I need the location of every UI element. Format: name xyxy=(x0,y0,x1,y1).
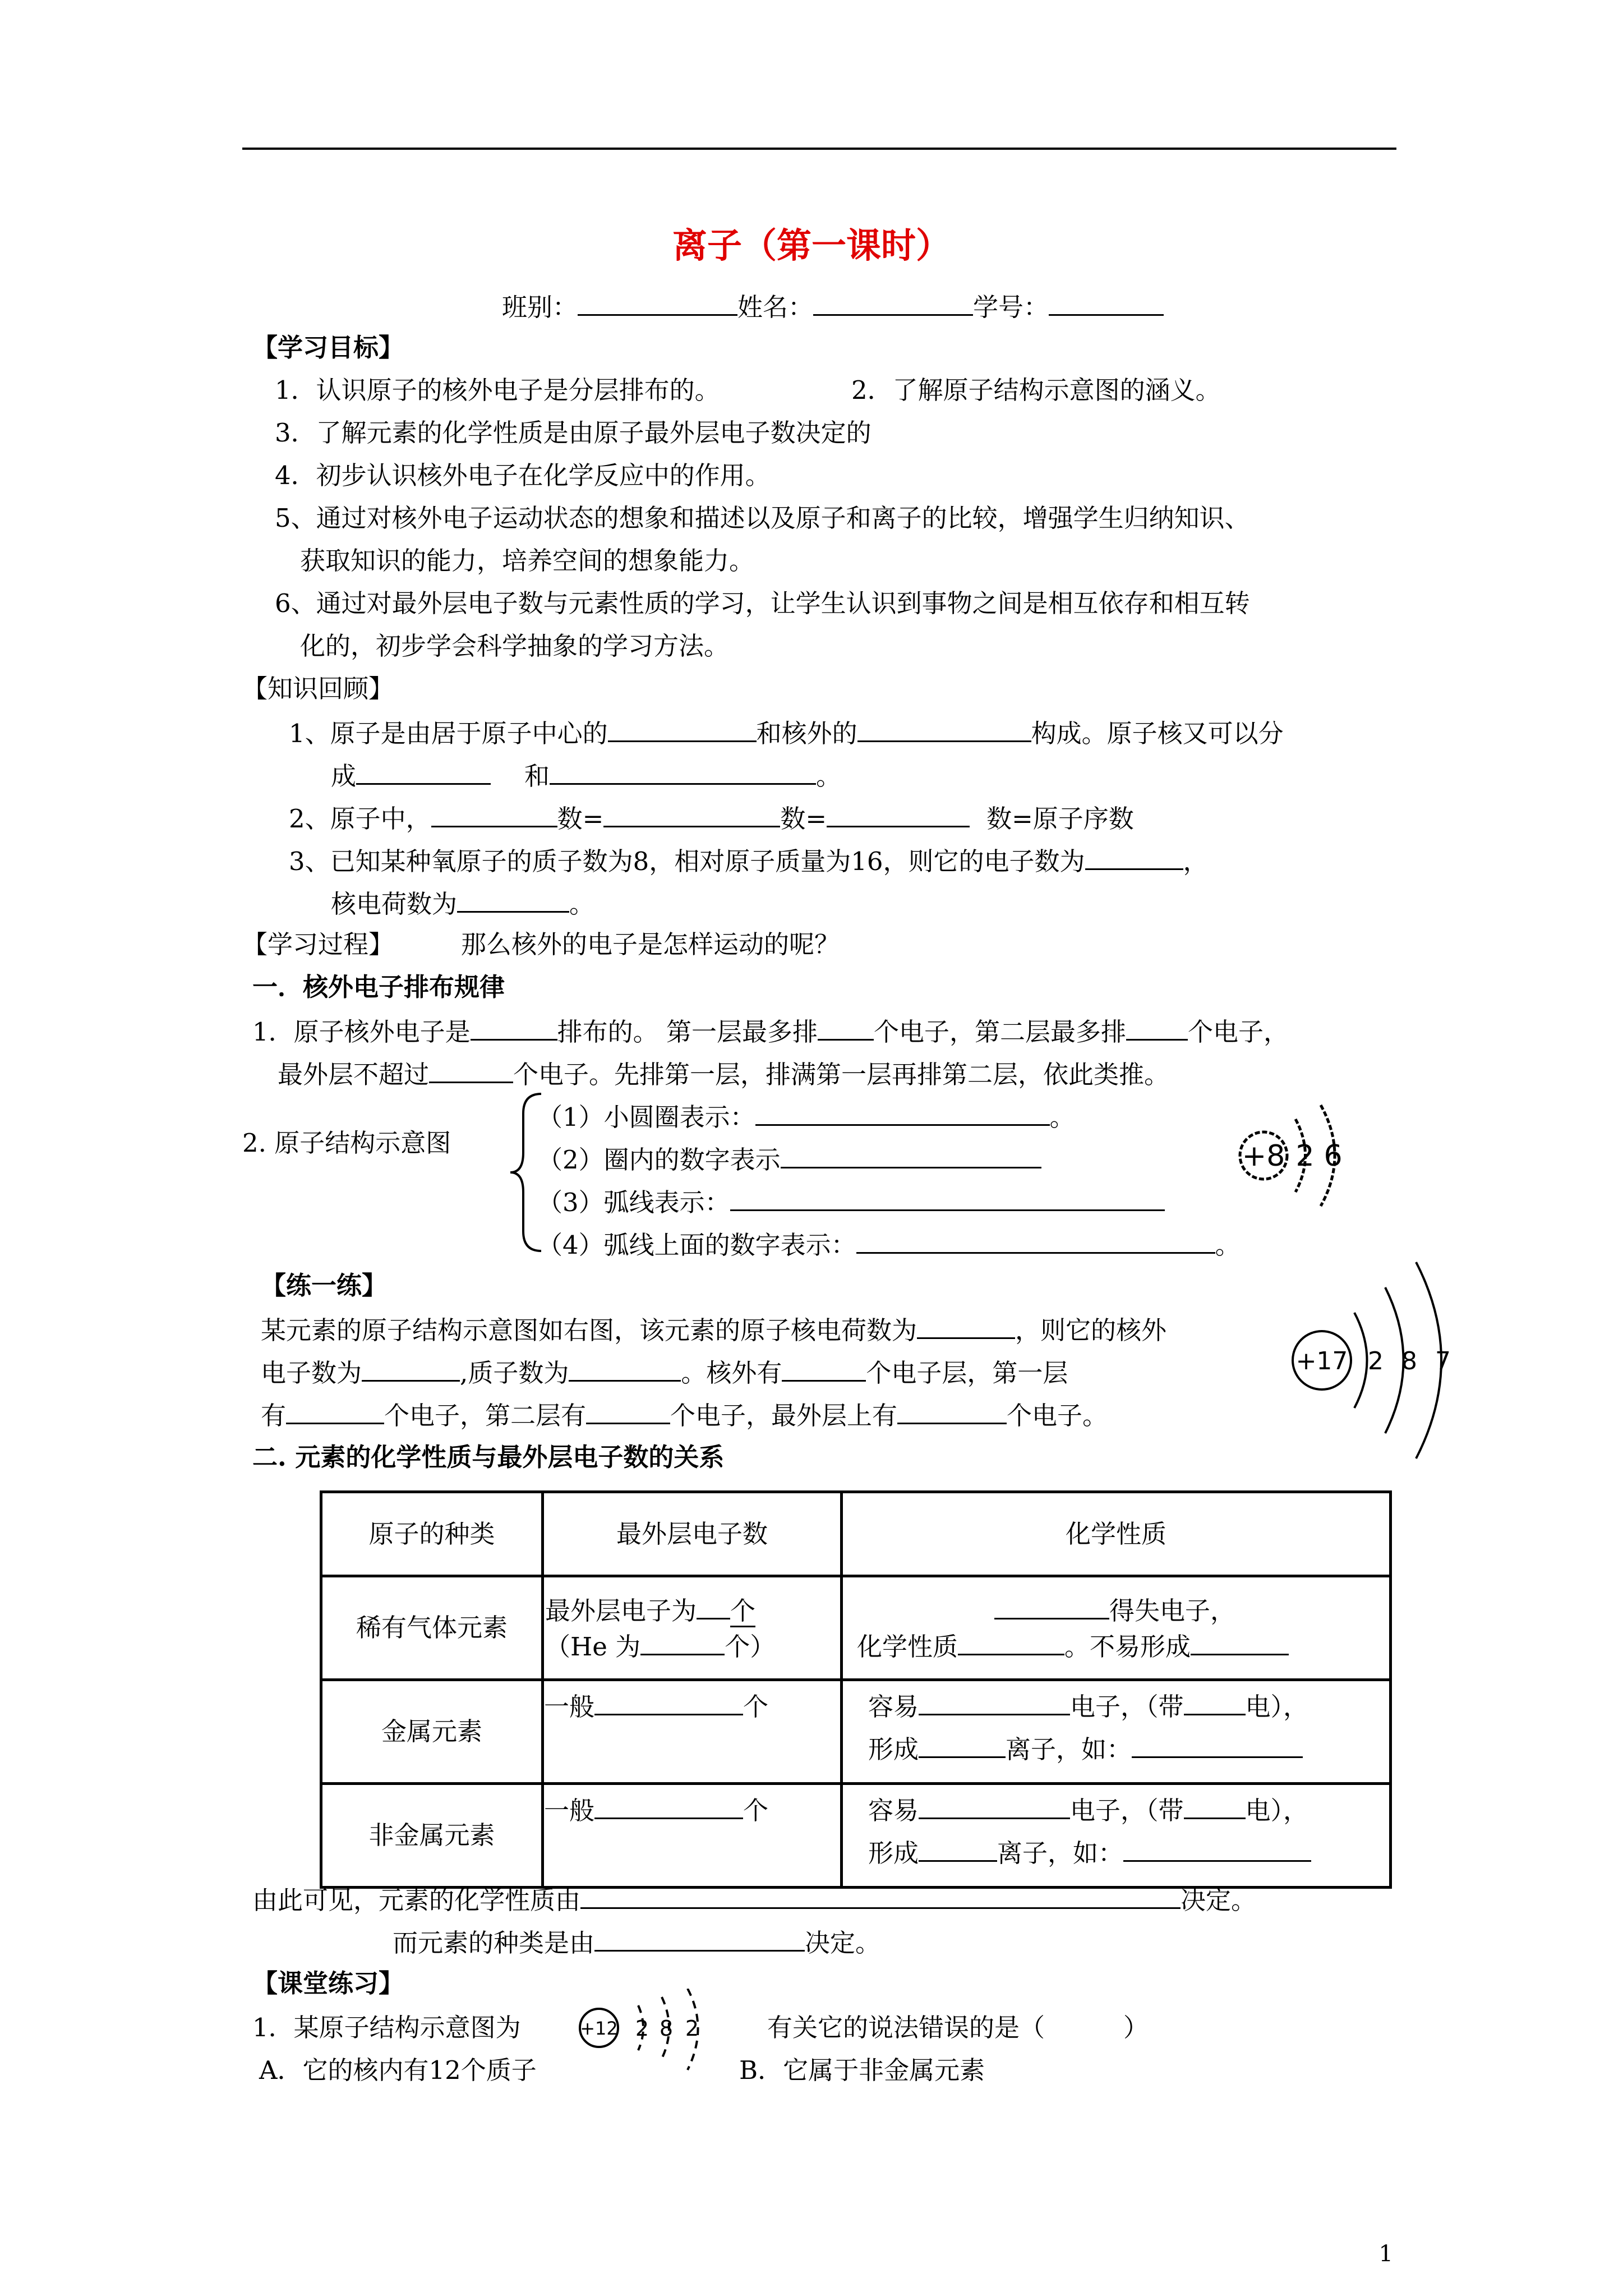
practice-text-6: 个电子层，第一层 xyxy=(866,1358,1068,1388)
review-q1-text-6: 。 xyxy=(816,761,842,791)
magnesium-atom-diagram xyxy=(571,1989,739,2084)
q2-blank-3[interactable] xyxy=(827,800,970,827)
review-q2-text-4: 数=原子序数 xyxy=(986,804,1134,834)
practice-text-2: ，则它的核外 xyxy=(1015,1315,1167,1345)
magnesium-shell-3-label: 2 xyxy=(685,2016,699,2041)
nonmetal-gain-lose-blank[interactable] xyxy=(919,1792,1070,1819)
oxygen-shell-1-label: 2 xyxy=(1295,1139,1315,1173)
meaning-item-1-text: （1）小圆圈表示： xyxy=(537,1102,755,1132)
nonmetal-electrons-text: 一般 xyxy=(544,1796,595,1825)
option-b: B．它属于非金属元素 xyxy=(739,2055,985,2085)
charge-blank[interactable] xyxy=(457,885,569,913)
review-q1-cont xyxy=(331,757,841,793)
table-row-noble-gas xyxy=(321,1576,1391,1680)
goal-item-2: 2．了解原子结构示意图的涵义。 xyxy=(851,375,1221,405)
practice-first-layer-blank[interactable] xyxy=(286,1397,384,1424)
conclusion-text-3: 而元素的种类是由 xyxy=(393,1928,595,1958)
classwork-q1-text: 有关它的说法错误的是（ xyxy=(767,2013,1045,2042)
metal-electrons-text: 一般 xyxy=(544,1692,595,1722)
goal-item-1: 1．认识原子的核外电子是分层排布的。 xyxy=(275,375,720,405)
conclusion-line-1 xyxy=(252,1881,1256,1917)
meaning-item-3 xyxy=(537,1184,1165,1220)
metal-charge-blank[interactable] xyxy=(1184,1688,1246,1715)
header-atom-type: 原子的种类 xyxy=(321,1492,543,1576)
review-q1-text-4: 成 xyxy=(331,761,357,791)
id-blank[interactable] xyxy=(1049,288,1164,316)
header-outer-electrons: 最外层电子数 xyxy=(543,1492,842,1576)
review-q3-cont xyxy=(331,885,594,921)
layered-blank[interactable] xyxy=(471,1013,557,1041)
option-a: A．它的核内有12个质子 xyxy=(259,2055,537,2085)
review-q1-text-5: 和 xyxy=(524,761,550,791)
nucleus-blank[interactable] xyxy=(608,715,757,742)
noble-gas-ion-blank[interactable] xyxy=(1191,1628,1289,1655)
metal-electrons xyxy=(543,1680,842,1784)
conclusion-text-4: 决定。 xyxy=(805,1928,881,1958)
oxygen-shell-2-label: 6 xyxy=(1324,1139,1343,1173)
review-q1-text-2: 和核外的 xyxy=(756,719,857,748)
review-q2-text-3: 数= xyxy=(780,804,827,834)
metal-property-text-2: 电子，（带 xyxy=(1070,1692,1184,1722)
meaning-item-1 xyxy=(537,1098,1075,1134)
classwork-q1-stem xyxy=(767,2011,1149,2045)
metal-gain-lose-blank[interactable] xyxy=(919,1688,1070,1715)
header-rule xyxy=(242,148,1396,150)
review-q1 xyxy=(289,715,1284,751)
q2-blank-1[interactable] xyxy=(431,800,557,827)
practice-text-7: 有 xyxy=(261,1401,287,1430)
magnesium-shell-1-label: 2 xyxy=(635,2016,649,2041)
oxygen-nucleus-label: +8 xyxy=(1242,1139,1285,1173)
nonmetal-property-text-3: 电）， xyxy=(1245,1796,1309,1825)
conclusion-text-2: 决定。 xyxy=(1181,1885,1257,1915)
helium-text-2: 个） xyxy=(725,1632,776,1662)
meaning-item-4 xyxy=(537,1226,1241,1262)
oxygen-atom-diagram xyxy=(1231,1094,1360,1217)
practice-text-10: 个电子。 xyxy=(1007,1401,1108,1430)
meaning-item-4-text: （4）弧线上面的数字表示： xyxy=(537,1230,856,1260)
chlorine-shell-3-label: 7 xyxy=(1435,1347,1451,1375)
review-q3-text: 3、已知某种氧原子的质子数为8，相对原子质量为16，则它的电子数为 xyxy=(289,846,1085,876)
noble-gas-electrons xyxy=(543,1576,842,1680)
nonmetal-property xyxy=(842,1784,1391,1888)
chlorine-shell-2-label: 8 xyxy=(1401,1347,1417,1375)
noble-gas-gain-lose-blank[interactable] xyxy=(994,1592,1109,1619)
process-question: 那么核外的电子是怎样运动的呢？ xyxy=(461,930,840,959)
goal-item-6-cont: 化的，初步学会科学抽象的学习方法。 xyxy=(300,631,730,661)
rule-1-text-3: 个电子，第二层最多排 xyxy=(873,1017,1126,1047)
chlorine-atom-diagram xyxy=(1281,1259,1472,1484)
rule-1-text-2: 排布的。 第一层最多排 xyxy=(557,1017,818,1047)
practice-text-4: ,质子数为 xyxy=(460,1358,569,1388)
review-q1-text-3: 构成。原子核又可以分 xyxy=(1031,719,1284,748)
metal-property-text-3: 电）， xyxy=(1245,1692,1309,1722)
helium-count-blank[interactable] xyxy=(640,1628,725,1655)
metal-property-text: 容易 xyxy=(868,1692,919,1722)
electron-count-blank[interactable] xyxy=(1085,843,1183,870)
practice-text-5: 。核外有 xyxy=(681,1358,782,1388)
practice-text-8: 个电子，第二层有 xyxy=(384,1401,587,1430)
goal-item-6: 6、通过对最外层电子数与元素性质的学习，让学生认识到事物之间是相互依存和相互转 xyxy=(275,588,1250,618)
proton-blank[interactable] xyxy=(356,757,491,785)
student-info-line xyxy=(502,288,1164,324)
section-1-title: 一．核外电子排布规律 xyxy=(252,972,505,1002)
table-row-metal xyxy=(321,1680,1391,1784)
noble-gas-count-blank[interactable] xyxy=(697,1592,730,1619)
magnesium-nucleus-label: +12 xyxy=(580,2018,618,2039)
metal-label: 金属元素 xyxy=(321,1680,543,1784)
rule-1 xyxy=(252,1013,1289,1049)
nonmetal-electrons-unit: 个 xyxy=(743,1796,769,1825)
practice-proton-blank[interactable] xyxy=(569,1354,681,1382)
nonmetal-property-text-4: 形成 xyxy=(868,1838,919,1868)
practice-charge-blank[interactable] xyxy=(917,1312,1015,1339)
table-header-row xyxy=(321,1492,1391,1576)
determines-property-blank[interactable] xyxy=(580,1881,1181,1909)
diagram-meaning-label: 2. 原子结构示意图 xyxy=(242,1128,451,1158)
determines-type-blank[interactable] xyxy=(594,1924,805,1952)
noble-gas-stability-blank[interactable] xyxy=(958,1628,1064,1655)
noble-gas-electrons-text: 最外层电子为 xyxy=(545,1596,697,1626)
rule-1-cont xyxy=(278,1056,1169,1092)
neutron-blank[interactable] xyxy=(550,757,816,785)
goal-item-3: 3．了解元素的化学性质是由原子最外层电子数决定的 xyxy=(275,418,872,448)
metal-count-blank[interactable] xyxy=(594,1688,743,1715)
outer-layer-blank[interactable] xyxy=(429,1056,513,1083)
nonmetal-electrons xyxy=(543,1784,842,1888)
metal-example-blank[interactable] xyxy=(1132,1731,1303,1758)
goal-item-4: 4．初步认识核外电子在化学反应中的作用。 xyxy=(275,461,771,490)
nonmetal-label: 非金属元素 xyxy=(321,1784,543,1888)
arc-meaning-blank[interactable] xyxy=(730,1184,1165,1211)
classwork-heading: 【课堂练习】 xyxy=(252,1968,404,1998)
practice-outer-layer-blank[interactable] xyxy=(897,1397,1007,1424)
page-title: 离子（第一课时） xyxy=(672,225,951,266)
review-q3-text-2: ， xyxy=(1183,846,1209,876)
goal-item-5: 5、通过对核外电子运动状态的想象和描述以及原子和离子的比较，增强学生归纳知识、 xyxy=(275,503,1250,533)
name-blank[interactable] xyxy=(813,288,973,316)
classwork-q1-text-2: ） xyxy=(1123,2013,1149,2042)
class-blank[interactable] xyxy=(578,288,737,316)
second-layer-blank[interactable] xyxy=(1126,1013,1188,1041)
review-q2-text: 2、原子中， xyxy=(289,804,431,834)
metal-ion-type-blank[interactable] xyxy=(919,1731,1006,1758)
rule-1-text: 1．原子核外电子是 xyxy=(252,1017,471,1047)
practice-line-2 xyxy=(261,1354,1068,1390)
q2-blank-2[interactable] xyxy=(603,800,780,827)
practice-text-3: 电子数为 xyxy=(261,1358,362,1388)
number-meaning-blank[interactable] xyxy=(781,1141,1041,1168)
arc-number-meaning-blank[interactable] xyxy=(856,1226,1215,1254)
circle-meaning-blank[interactable] xyxy=(755,1098,1050,1126)
goals-heading: 【学习目标】 xyxy=(252,333,404,362)
name-label: 姓名： xyxy=(737,292,814,322)
classwork-q1: 1．某原子结构示意图为 xyxy=(252,2013,521,2042)
review-q3-text-3: 核电荷数为 xyxy=(331,889,458,919)
practice-text-9: 个电子，最外层上有 xyxy=(670,1401,898,1430)
noble-gas-property-text-3: 。不易形成 xyxy=(1064,1632,1191,1662)
process-heading: 【学习过程】 xyxy=(242,930,394,959)
meaning-item-2-text: （2）圈内的数字表示 xyxy=(537,1145,781,1175)
noble-gas-property xyxy=(842,1576,1391,1680)
chlorine-nucleus-label: +17 xyxy=(1295,1347,1348,1375)
helium-text: （He 为 xyxy=(545,1632,641,1662)
conclusion-line-2 xyxy=(393,1924,880,1960)
page-number: 1 xyxy=(1378,2241,1393,2267)
rule-1-text-4: 个电子， xyxy=(1187,1017,1289,1047)
rule-1-text-5: 最外层不超过 xyxy=(278,1060,430,1089)
review-q1-text: 1、原子是由居于原子中心的 xyxy=(289,719,608,748)
nonmetal-charge-blank[interactable] xyxy=(1184,1792,1246,1819)
magnesium-shell-2-label: 8 xyxy=(659,2016,674,2041)
metal-electrons-unit: 个 xyxy=(743,1692,769,1722)
practice-text: 某元素的原子结构示意图如右图，该元素的原子核电荷数为 xyxy=(261,1315,917,1345)
review-q2-text-2: 数= xyxy=(557,804,604,834)
element-properties-table xyxy=(320,1490,1392,1889)
meaning-item-4-end: 。 xyxy=(1215,1230,1241,1260)
nonmetal-count-blank[interactable] xyxy=(594,1792,743,1819)
noble-gas-electrons-unit: 个 xyxy=(730,1596,755,1627)
review-q3-text-4: 。 xyxy=(569,889,595,919)
practice-line-1 xyxy=(261,1312,1166,1347)
id-label: 学号： xyxy=(973,292,1049,322)
first-layer-blank[interactable] xyxy=(818,1013,874,1041)
practice-heading: 【练一练】 xyxy=(261,1271,388,1300)
metal-property xyxy=(842,1680,1391,1784)
practice-layers-blank[interactable] xyxy=(782,1354,866,1382)
conclusion-text: 由此可见，元素的化学性质由 xyxy=(252,1885,581,1915)
rule-1-text-6: 个电子。先排第一层，排满第一层再排第二层，依此类推。 xyxy=(513,1060,1170,1089)
practice-electron-blank[interactable] xyxy=(362,1354,460,1382)
section-2-title: 二. 元素的化学性质与最外层电子数的关系 xyxy=(252,1442,725,1472)
meaning-item-1-end: 。 xyxy=(1049,1102,1075,1132)
nonmetal-property-text-2: 电子，（带 xyxy=(1070,1796,1184,1825)
review-q3 xyxy=(289,843,1209,878)
meaning-item-3-text: （3）弧线表示： xyxy=(537,1188,730,1217)
metal-property-text-4: 形成 xyxy=(868,1734,919,1764)
class-label: 班别： xyxy=(502,292,578,322)
practice-line-3 xyxy=(261,1397,1108,1433)
nonmetal-example-blank[interactable] xyxy=(1123,1834,1311,1862)
practice-second-layer-blank[interactable] xyxy=(586,1397,670,1424)
meaning-item-2 xyxy=(537,1141,1041,1177)
header-chemical-property: 化学性质 xyxy=(842,1492,1391,1576)
noble-gas-property-text-2: 化学性质 xyxy=(857,1632,958,1662)
goal-item-5-cont: 获取知识的能力，培养空间的想象能力。 xyxy=(300,546,755,576)
nonmetal-ion-type-blank[interactable] xyxy=(919,1834,997,1862)
noble-gas-property-text: 得失电子， xyxy=(1109,1596,1236,1626)
nonmetal-property-text-5: 离子，如： xyxy=(997,1838,1124,1868)
review-heading: 【知识回顾】 xyxy=(242,674,394,703)
chlorine-shell-1-label: 2 xyxy=(1368,1347,1384,1375)
noble-gas-label: 稀有气体元素 xyxy=(321,1576,543,1680)
electron-blank[interactable] xyxy=(857,715,1031,742)
review-q2 xyxy=(289,800,1134,836)
nonmetal-property-text: 容易 xyxy=(868,1796,919,1825)
metal-property-text-5: 离子，如： xyxy=(1006,1734,1132,1764)
table-row-nonmetal xyxy=(321,1784,1391,1888)
